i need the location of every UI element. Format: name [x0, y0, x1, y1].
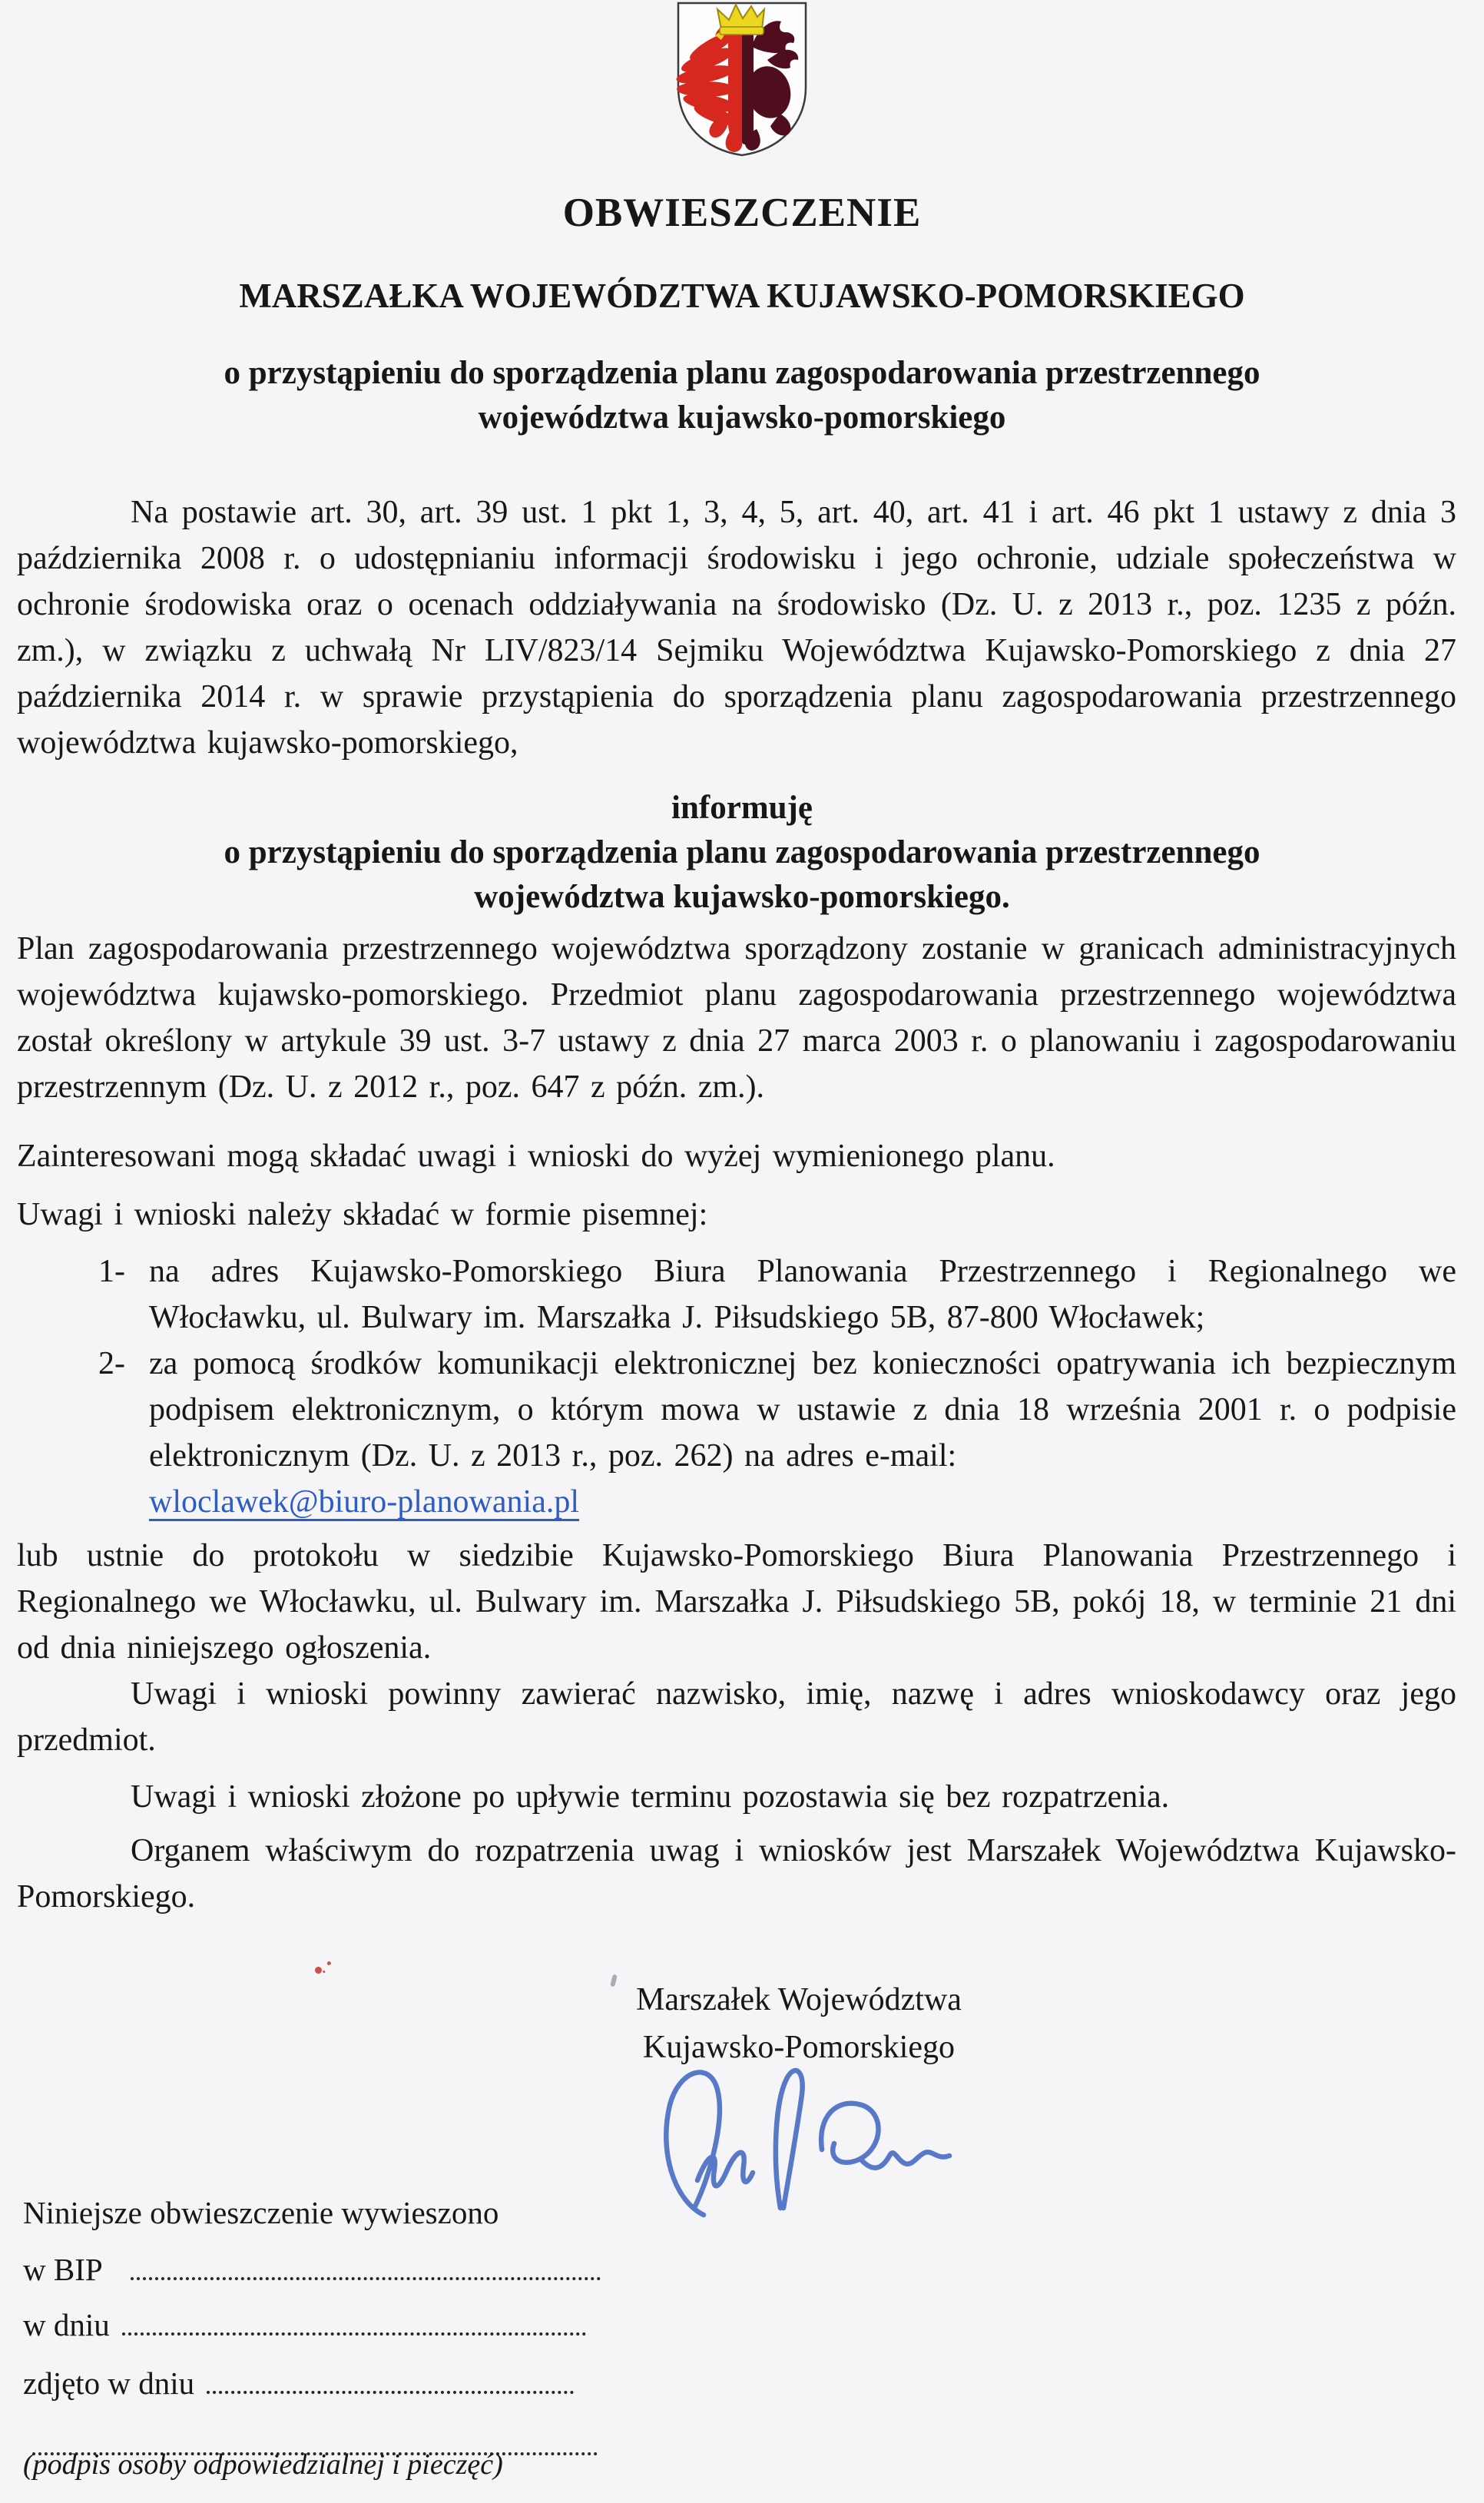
posted-date-label: w dniu	[23, 2307, 110, 2342]
bip-label: w BIP	[23, 2252, 103, 2287]
page-title: OBWIESZCZENIE	[562, 191, 922, 235]
list-item-text: na adres Kujawsko-Pomorskiego Biura Planowania Przestrzennego i Regionalnego we Włocławku, ul. Bulwary im. Marszałka J. Piłsudskiego 5B, 87-800 Włocławek;	[149, 1254, 1456, 1335]
paragraph-required-content: Uwagi i wnioski powinny zawierać nazwisko, imię, nazwę i adres wnioskodawcy oraz jego przedmiot.	[17, 1676, 1456, 1758]
list-item-email	[17, 1341, 1456, 1525]
list-item-marker: 2-	[98, 1346, 125, 1381]
subject-line-1: o przystąpieniu do sporządzenia planu zagospodarowania przestrzennego	[224, 355, 1260, 391]
signature-caption: (podpis osoby odpowiedzialnej i pieczęć)	[23, 2448, 503, 2481]
posted-date-fill-line	[122, 2306, 586, 2336]
announce-subject-line-2: województwa kujawsko-pomorskiego.	[474, 879, 1010, 915]
red-ink-mark	[314, 1966, 322, 1974]
signatory-title-line-2: Kujawsko-Pomorskiego	[643, 2030, 955, 2065]
paragraph-competent-authority: Organem właściwym do rozpatrzenia uwag i wniosków jest Marszałek Województwa Kujawsko-Pomorskiego.	[17, 1833, 1456, 1915]
paragraph-legal-basis: Na postawie art. 30, art. 39 ust. 1 pkt 1, 3, 4, 5, art. 40, art. 41 i art. 46 pkt 1 ustawy z dnia 3 października 2008 r. o udostępnianiu informacji środowisku i jego ochronie, udziale społeczeństwa w ochronie środowiska oraz o ocenach oddziaływania na środowisko (Dz. U. z 2013 r., poz. 1235 z późn. zm.), w związku z uchwałą Nr LIV/823/14 Sejmiku Województwa Kujawsko-Pomorskiego z dnia 27 października 2014 r. w sprawie przystąpienia do sporządzenia planu zagospodarowania przestrzennego województwa kujawsko-pomorskiego,	[17, 495, 1456, 761]
removed-date-fill-line	[207, 2365, 574, 2394]
posted-note: Niniejsze obwieszczenie wywieszono	[23, 2195, 499, 2230]
list-item-marker: 1-	[98, 1254, 125, 1289]
paragraph-submission-form: Uwagi i wnioski należy składać w formie pisemnej:	[17, 1197, 708, 1232]
announce-subject-line-1: o przystąpieniu do sporządzenia planu zagospodarowania przestrzennego	[224, 834, 1260, 870]
paragraph-plan-scope: Plan zagospodarowania przestrzennego województwa sporządzony zostanie w granicach administracyjnych województwa kujawsko-pomorskiego. Przedmiot planu zagospodarowania przestrzennego województwa został określony w artykule 39 ust. 3-7 ustawy z dnia 27 marca 2003 r. o planowaniu i zagospodarowaniu przestrzennym (Dz. U. z 2012 r., poz. 647 z późn. zm.).	[17, 931, 1456, 1105]
paragraph-oral-submission: lub ustnie do protokołu w siedzibie Kujawsko-Pomorskiego Biura Planowania Przestrzennego i Regionalnego we Włocławku, ul. Bulwary im. Marszałka J. Piłsudskiego 5B, pokój 18, w terminie 21 dni od dnia niniejszego ogłoszenia.	[17, 1538, 1456, 1666]
email-link[interactable]: wloclawek@biuro-planowania.pl	[149, 1484, 580, 1520]
paragraph-late-submissions: Uwagi i wnioski złożone po upływie terminu pozostawia się bez rozpatrzenia.	[131, 1779, 1170, 1815]
removed-date-row	[23, 2365, 574, 2402]
paragraph-interested-parties: Zainteresowani mogą składać uwagi i wnioski do wyżej wymienionego planu.	[17, 1139, 1055, 1174]
bip-fill-line	[131, 2251, 601, 2280]
issuer-title: MARSZAŁKA WOJEWÓDZTWA KUJAWSKO-POMORSKIEGO	[239, 277, 1245, 315]
bip-row	[23, 2251, 601, 2288]
posting-record-footer	[23, 2194, 745, 2501]
list-item-text: za pomocą środków komunikacji elektronicznej bez konieczności opatrywania ich bezpiecznym podpisem elektronicznym, o którym mowa w ustawie z dnia 18 września 2001 r. o podpisie elektronicznym (Dz. U. z 2013 r., poz. 262) na adres e-mail:	[149, 1346, 1456, 1474]
email-line	[149, 1479, 1456, 1525]
announce-word: informuję	[671, 790, 813, 826]
posted-date-row	[23, 2306, 586, 2343]
list-item-postal	[17, 1248, 1456, 1341]
removed-date-label: zdjęto w dniu	[23, 2365, 195, 2401]
signatory-title-line-1: Marszałek Województwa	[636, 1982, 962, 2017]
subject-line-2: województwa kujawsko-pomorskiego	[478, 399, 1006, 436]
kujawsko-pomorskie-coat-of-arms-icon	[674, 2, 810, 159]
